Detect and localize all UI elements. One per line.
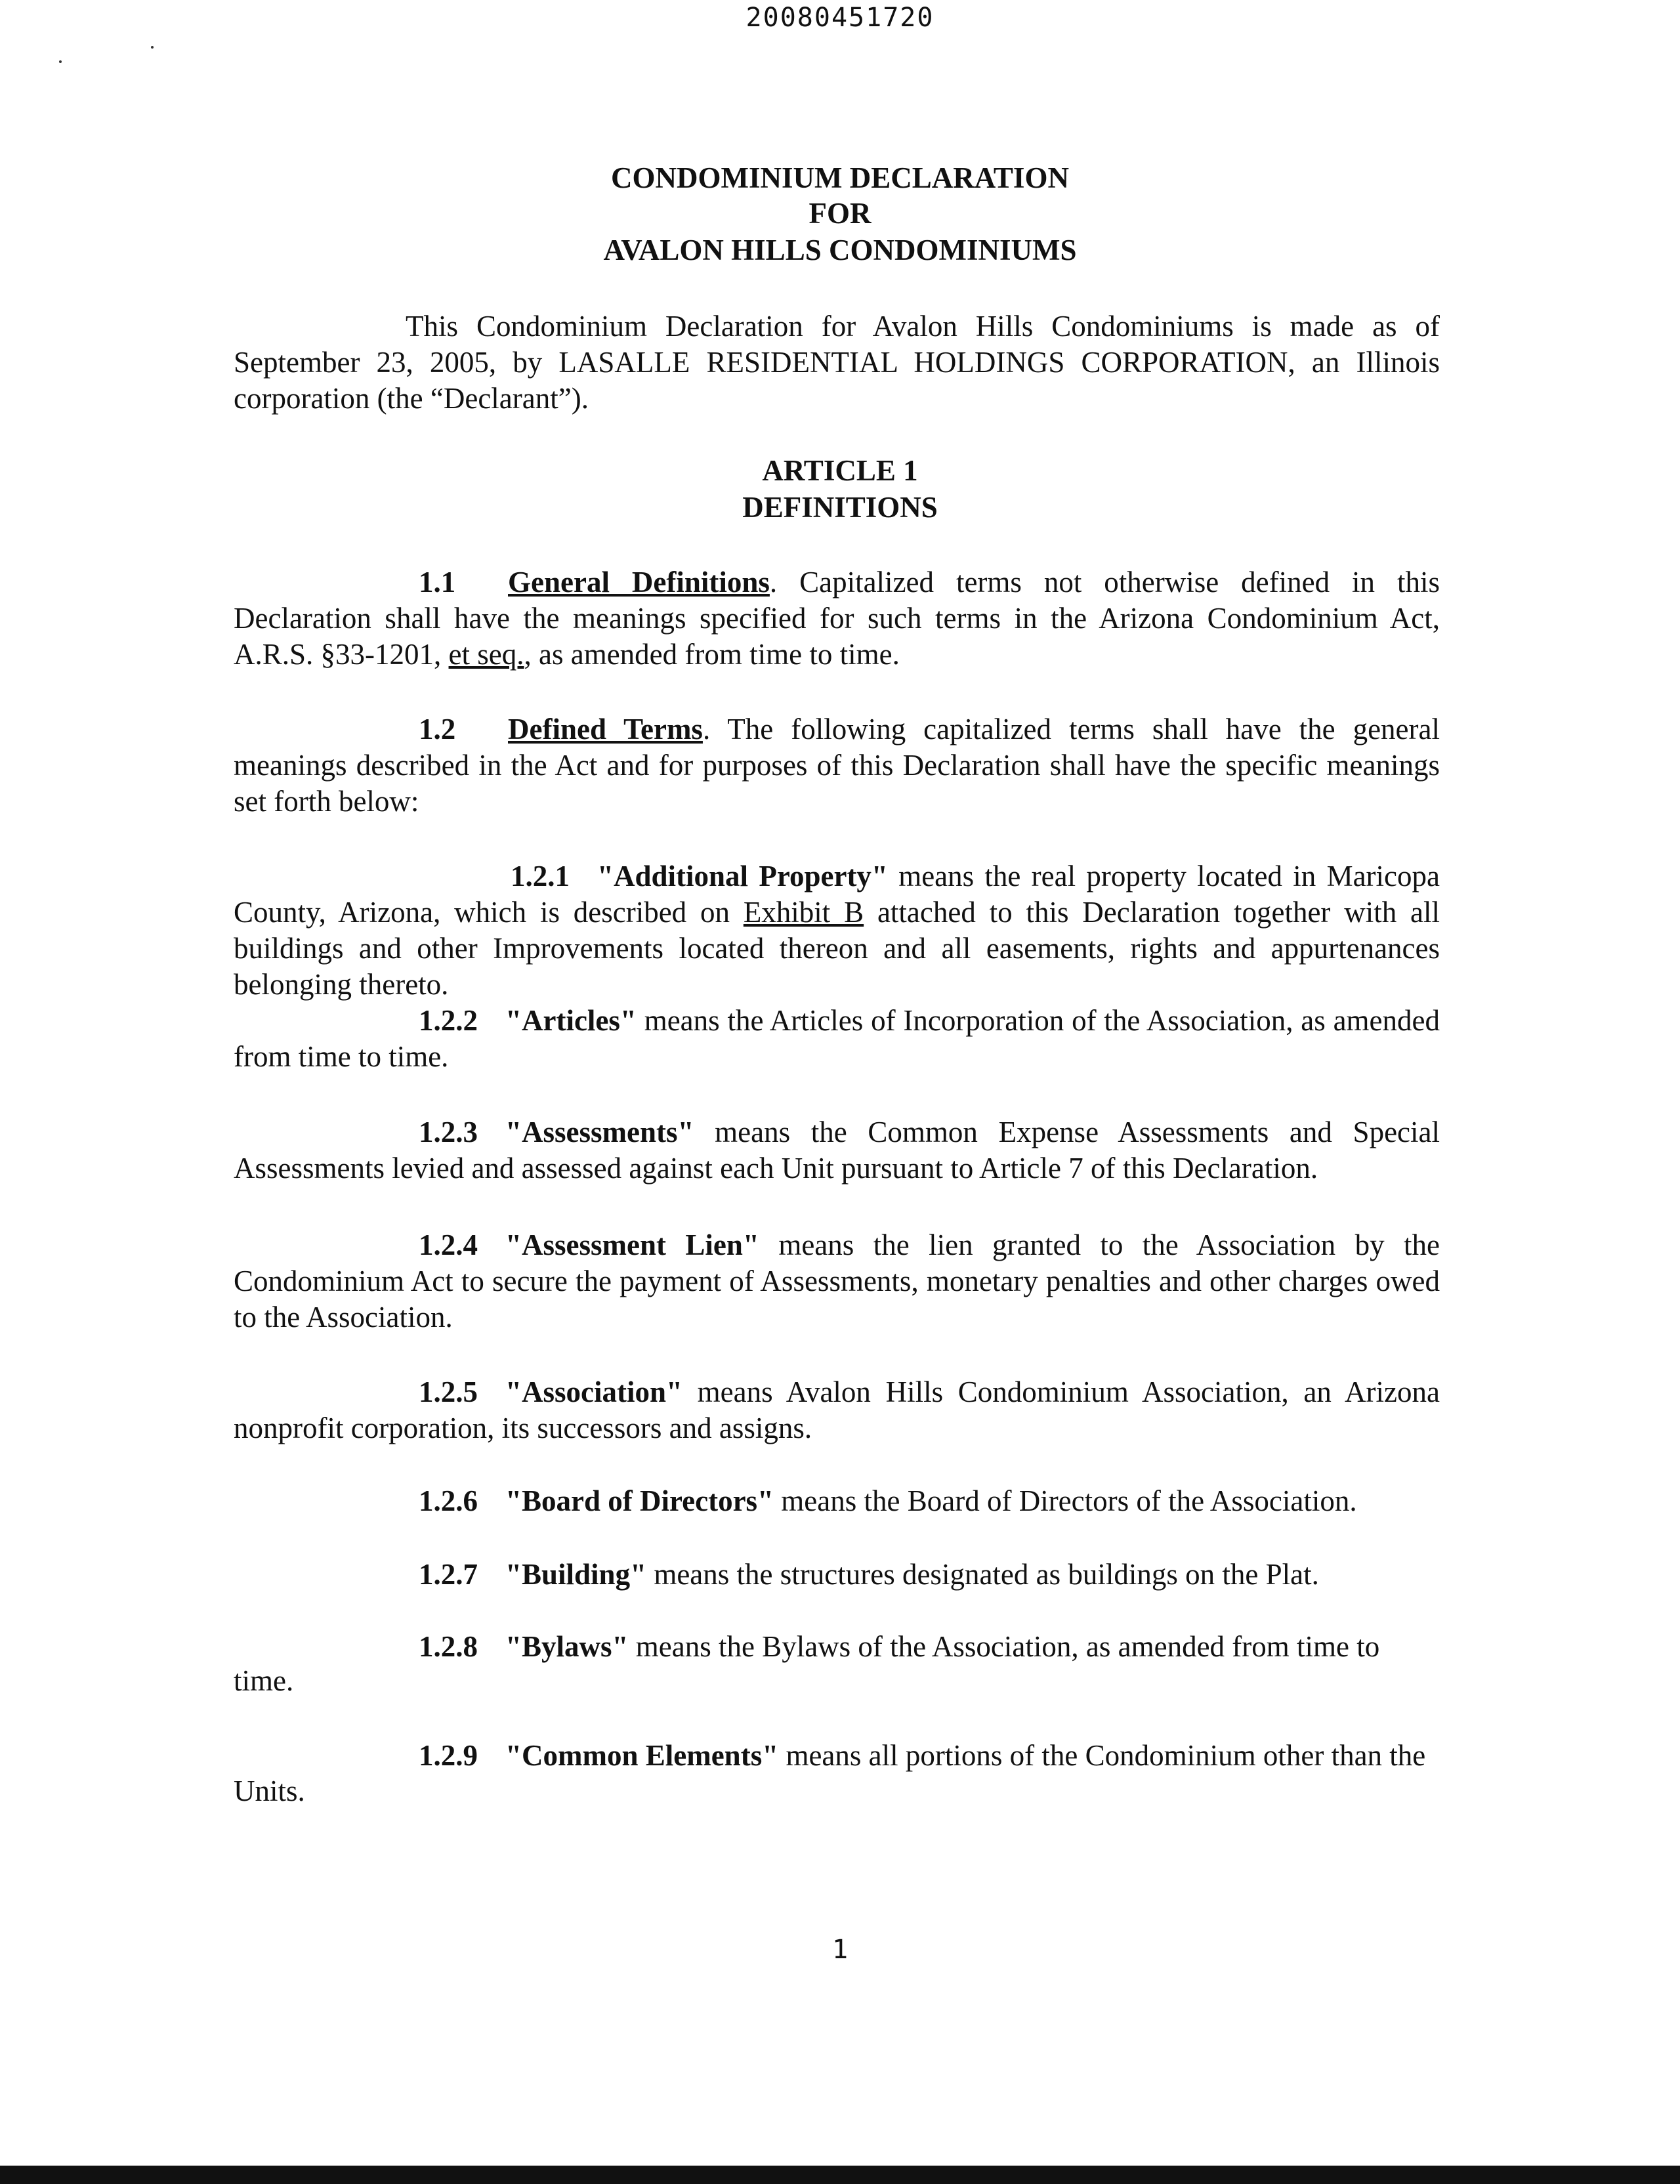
intro-paragraph	[234, 308, 1440, 417]
definition-term: "Additional Property"	[597, 860, 888, 892]
section-1-2	[234, 711, 1440, 820]
definition-number: 1.2.7	[419, 1558, 478, 1591]
article-heading: DEFINITIONS	[742, 491, 938, 524]
scan-speck	[59, 60, 62, 63]
definition-1-2-9-tail: Units.	[234, 1774, 305, 1807]
definition-term: "Assessment Lien"	[505, 1228, 759, 1261]
definition-1-2-8-tail: time.	[234, 1664, 294, 1697]
definition-term: "Bylaws"	[505, 1630, 629, 1663]
title-line-2: FOR	[808, 197, 872, 230]
definition-1-2-4	[234, 1227, 1440, 1335]
definition-1-2-8	[234, 1629, 1440, 1665]
definition-text: means the Articles of Incorporation of the Association, as amended from time to time.	[234, 1004, 1440, 1073]
page-number: 1	[831, 1935, 849, 1965]
definition-number: 1.2.9	[419, 1739, 478, 1772]
definition-number: 1.2.3	[419, 1116, 478, 1148]
definition-number: 1.2.1	[511, 860, 570, 892]
intro-text: This Condominium Declaration for Avalon Hills Condominiums is made as of September 23, 2005, by LASALLE RESIDENTIAL HOLDINGS CORPORATION, an Illinois corporation (the “Declarant”).	[234, 310, 1440, 415]
definition-text: means Avalon Hills Condominium Association, an Arizona nonprofit corporation, its successors and assigns.	[234, 1376, 1440, 1444]
definition-1-2-9	[234, 1738, 1440, 1774]
definition-number: 1.2.5	[419, 1376, 478, 1408]
definition-1-2-1	[234, 858, 1440, 1003]
section-heading: General Definitions	[508, 566, 770, 598]
definition-text: means the Board of Directors of the Association.	[774, 1484, 1357, 1517]
definition-text: means the Bylaws of the Association, as amended from time to	[628, 1630, 1380, 1663]
definition-text: means the Common Expense Assessments and Special Assessments levied and assessed against each Unit pursuant to Article 7 of this Declaration.	[234, 1116, 1440, 1185]
definition-1-2-3	[234, 1114, 1440, 1186]
definition-number: 1.2.4	[419, 1228, 478, 1261]
exhibit-b-reference: Exhibit B	[743, 896, 864, 929]
document-number: 20080451720	[746, 3, 934, 33]
section-number: 1.1	[419, 566, 456, 598]
definition-1-2-2	[234, 1003, 1440, 1075]
section-1-1	[234, 564, 1440, 673]
section-number: 1.2	[419, 713, 456, 746]
et-seq: et seq.	[448, 638, 524, 671]
section-text: . Capitalized terms not otherwise defined in this Declaration shall have the meanings specified for such terms in the Arizona Condominium Act, A.R.S. §33-1201,	[234, 566, 1440, 671]
title-line-1: CONDOMINIUM DECLARATION	[611, 161, 1069, 194]
definition-number: 1.2.8	[419, 1630, 478, 1663]
definition-number: 1.2.2	[419, 1004, 478, 1037]
definition-term: "Assessments"	[505, 1116, 694, 1148]
definition-term: "Articles"	[505, 1004, 637, 1037]
definition-text: means the structures designated as buildings on the Plat.	[646, 1558, 1319, 1591]
definition-1-2-5	[234, 1374, 1440, 1446]
definition-number: 1.2.6	[419, 1484, 478, 1517]
title-line-3: AVALON HILLS CONDOMINIUMS	[603, 234, 1077, 266]
definition-term: "Association"	[505, 1376, 682, 1408]
definition-1-2-7	[234, 1557, 1440, 1593]
definition-term: "Board of Directors"	[505, 1484, 774, 1517]
definition-term: "Building"	[505, 1558, 647, 1591]
definition-text: means the real property located in Maricopa County, Arizona, which is described on	[234, 860, 1440, 929]
definition-text: means all portions of the Condominium other than the	[778, 1739, 1426, 1772]
article-number: ARTICLE 1	[762, 454, 918, 487]
definition-1-2-6	[234, 1483, 1440, 1519]
scan-speck	[151, 46, 154, 49]
section-text: . The following capitalized terms shall have the general meanings described in the Act and for purposes of this Declaration shall have the specific meanings set forth below:	[234, 713, 1440, 818]
scan-edge-bar	[0, 2166, 1680, 2184]
section-text-end: , as amended from time to time.	[524, 638, 900, 671]
definition-text: means the lien granted to the Association by the Condominium Act to secure the payment of Assessments, monetary penalties and other charges owed to the Association.	[234, 1228, 1440, 1334]
definition-term: "Common Elements"	[505, 1739, 779, 1772]
section-heading: Defined Terms	[508, 713, 703, 746]
definition-text-end: attached to this Declaration together with all buildings and other Improvements located thereon and all easements, rights and appurtenances belonging thereto.	[234, 896, 1440, 1001]
